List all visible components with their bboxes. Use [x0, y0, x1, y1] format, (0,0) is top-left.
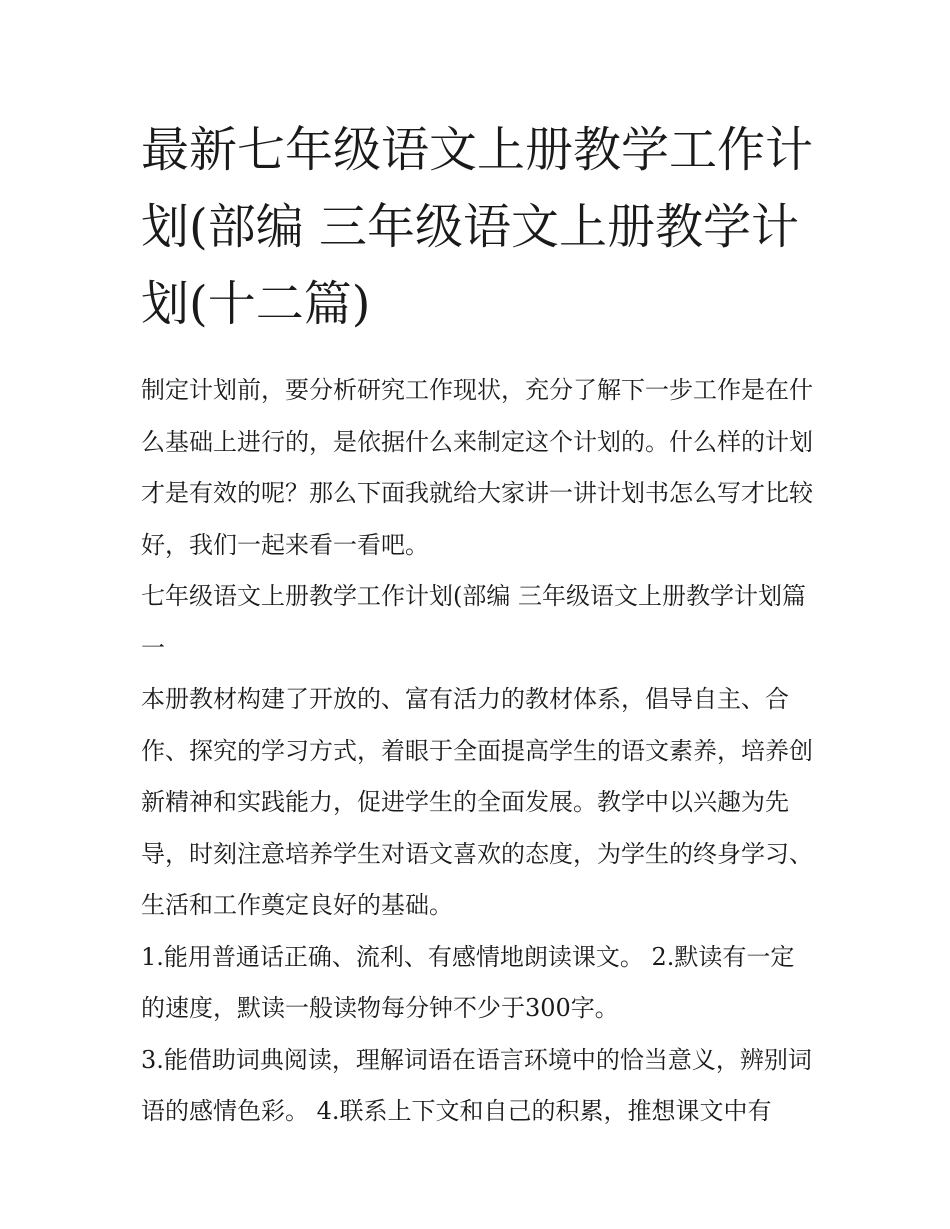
intro-paragraph: 制定计划前，要分析研究工作现状，充分了解下一步工作是在什么基础上进行的，是依据什么来制定这个计划的。什么样的计划才是有效的呢？那么下面我就给大家讲一讲计划书怎么写才比较好，我们一起来看一看吧。 [141, 376, 813, 559]
document-body [141, 112, 817, 1138]
section-heading: 七年级语文上册教学工作计划(部编 三年级语文上册教学计划篇一 [141, 582, 806, 662]
list-paragraph: 1.能用普通话正确、流利、有感情地朗读课文。 2.默读有一定的速度，默读一般读物每分钟不少于300字。 [141, 942, 795, 1022]
list-paragraph: 3.能借助词典阅读，理解词语在语言环境中的恰当意义，辨别词语的感情色彩。 4.联系上下文和自己的积累，推想课文中有 [141, 1045, 812, 1125]
body-paragraph: 本册教材构建了开放的、富有活力的教材体系，倡导自主、合作、探究的学习方式，着眼于全面提高学生的语文素养，培养创新精神和实践能力，促进学生的全面发展。教学中以兴趣为先导，时刻注意培养学生对语文喜欢的态度，为学生的终身学习、生活和工作奠定良好的基础。 [141, 685, 813, 919]
document-title: 最新七年级语文上册教学工作计划(部编 三年级语文上册教学计划(十二篇) [141, 122, 814, 332]
